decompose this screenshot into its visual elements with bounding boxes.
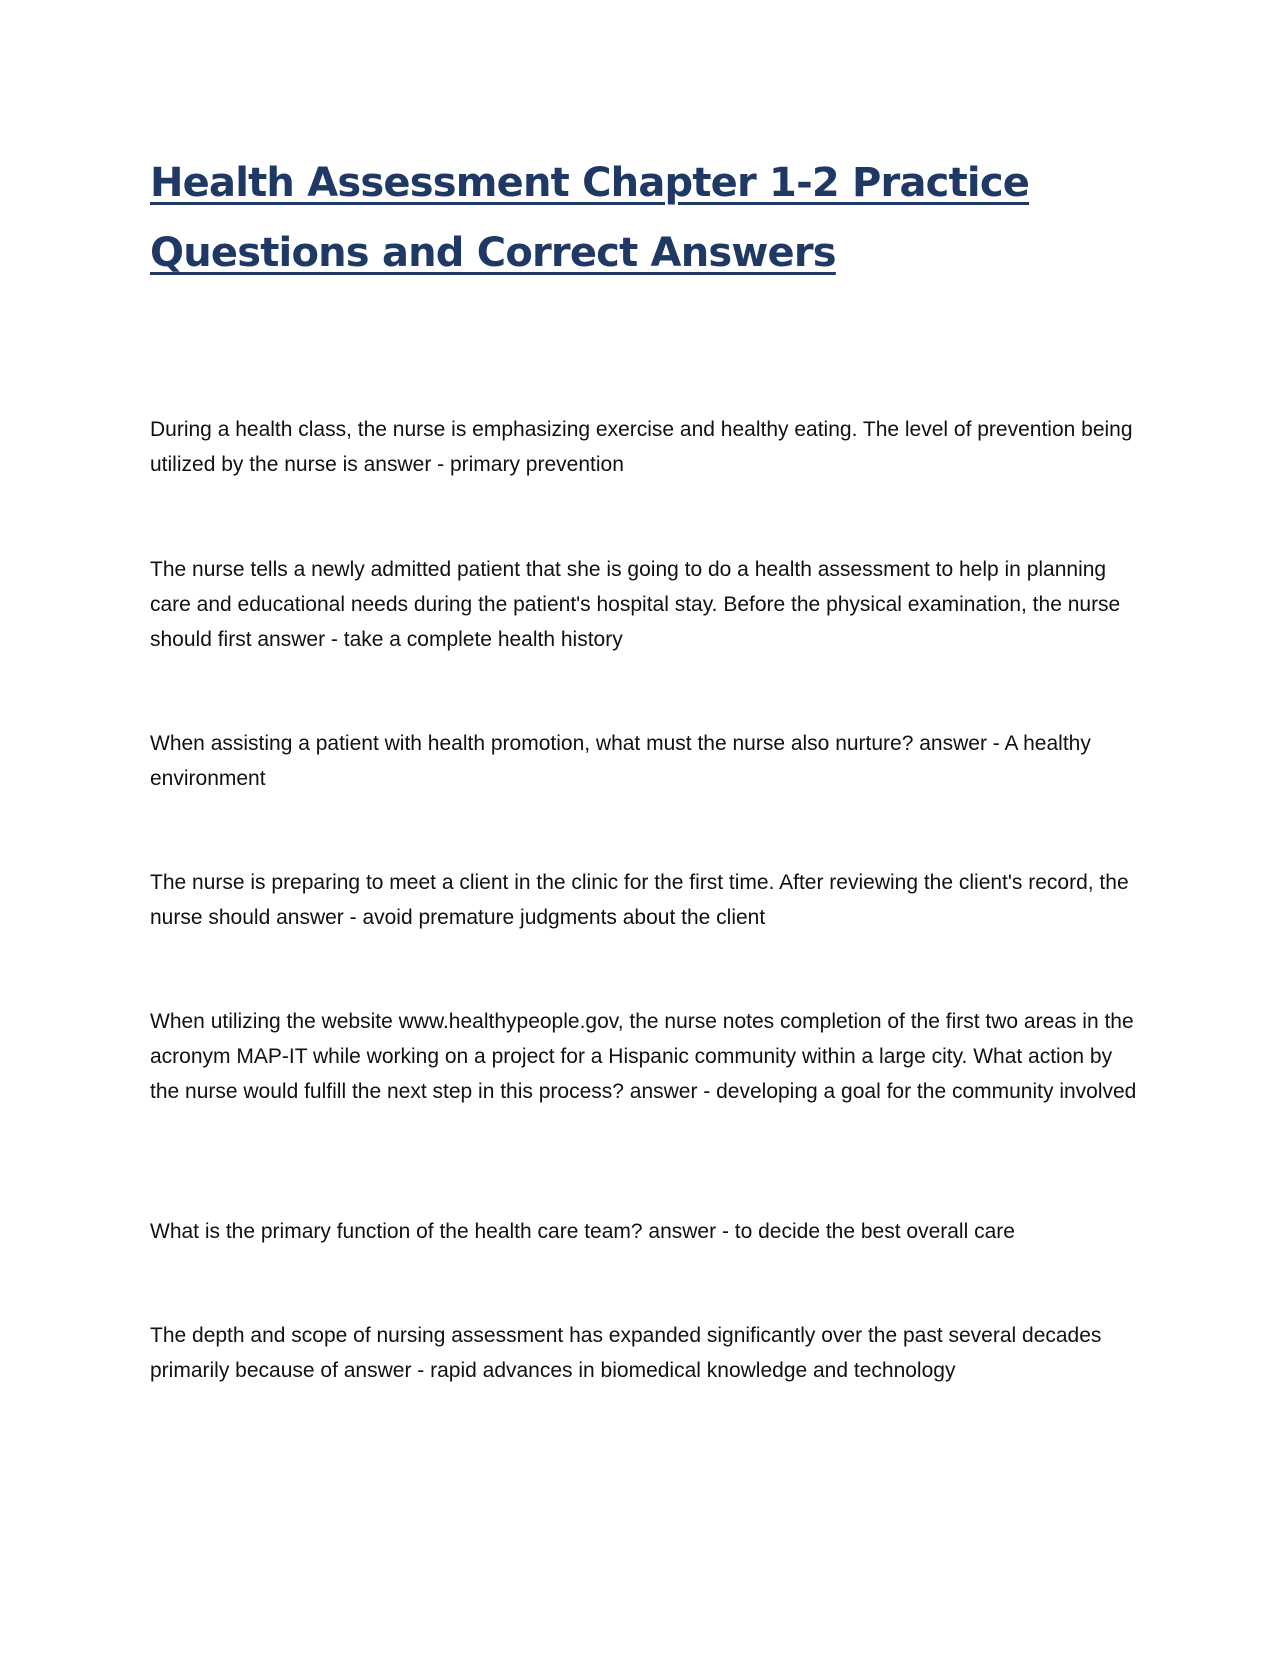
qa-item-6: What is the primary function of the health care team? answer - to decide the best overall care bbox=[150, 1220, 1015, 1243]
qa-item-4: The nurse is preparing to meet a client in the clinic for the first time. After reviewing the client's record, the nurse should answer - avoid premature judgments about the client bbox=[150, 871, 1129, 929]
title-line-1: Health Assessment Chapter 1-2 Practice bbox=[150, 160, 1030, 206]
qa-item-2: The nurse tells a newly admitted patient that she is going to do a health assessment to help in planning care and educational needs during the patient's hospital stay. Before the physical examination, the nurse should first answer - take a complete health history bbox=[150, 558, 1121, 651]
qa-item-1: During a health class, the nurse is emphasizing exercise and healthy eating. The level of prevention being utilized by the nurse is answer - primary prevention bbox=[150, 418, 1133, 476]
qa-item-3: When assisting a patient with health promotion, what must the nurse also nurture? answer - A healthy environment bbox=[150, 732, 1091, 790]
qa-item-5: When utilizing the website www.healthypeople.gov, the nurse notes completion of the first two areas in the acronym MAP-IT while working on a project for a Hispanic community within a large city. What action by the nurse would fulfill the next step in this process? answer - developing a goal for the community involved bbox=[150, 1010, 1137, 1103]
qa-item-7: The depth and scope of nursing assessment has expanded significantly over the past several decades primarily because of answer - rapid advances in biomedical knowledge and technology bbox=[150, 1324, 1102, 1382]
document-title bbox=[150, 148, 1050, 288]
title-line-2: Questions and Correct Answers bbox=[150, 230, 836, 276]
